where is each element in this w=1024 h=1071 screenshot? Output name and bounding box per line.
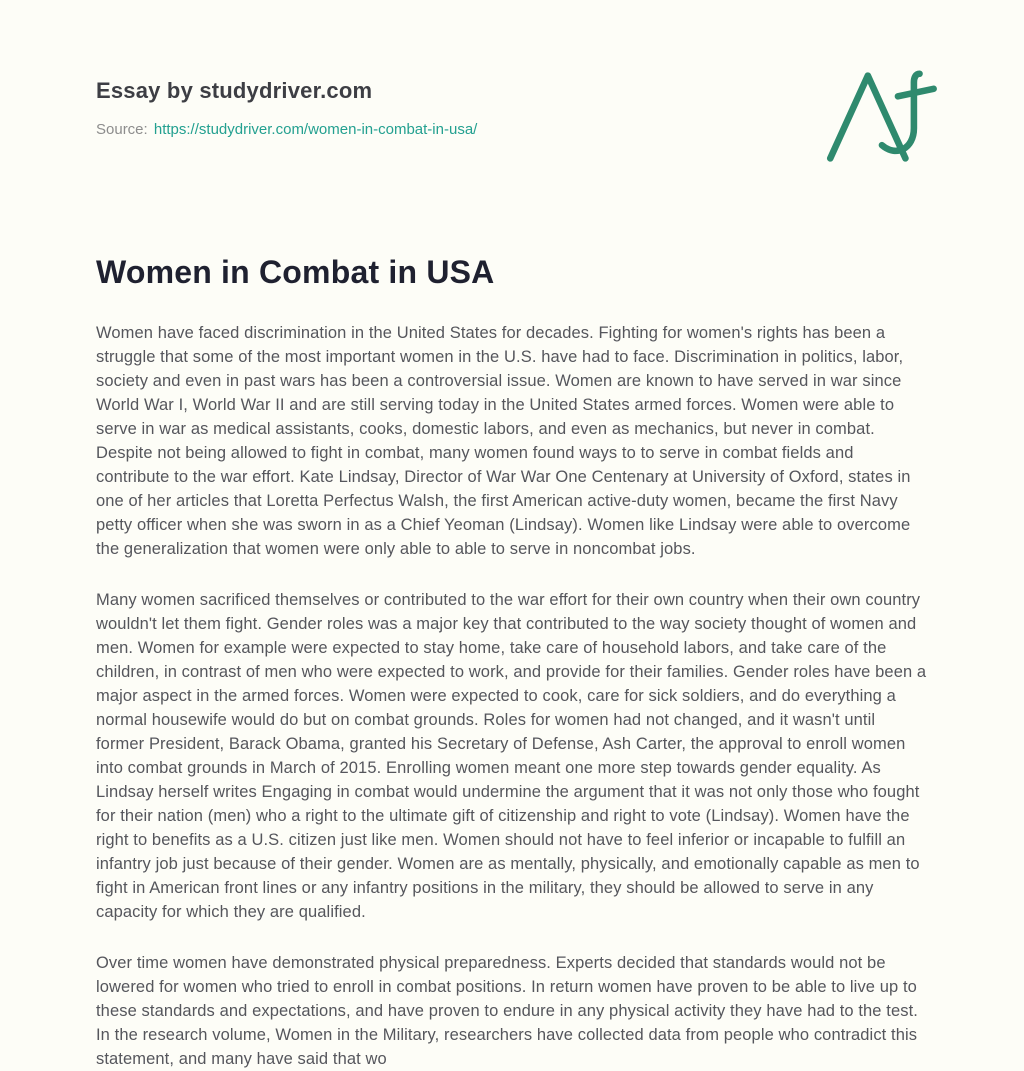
source-url-link[interactable]: https://studydriver.com/women-in-combat-in-usa/ bbox=[153, 121, 478, 138]
essay-title: Women in Combat in USA bbox=[96, 254, 495, 290]
essay-paragraph-1: Women have faced discrimination in the United States for decades. Fighting for women's rights has been a struggle that some of the most important women in the U.S. have had to face. Discrimination in politics, labor, society and even in past wars has been a controversial issue. Women are known to have served in war since World War I, World War II and are still serving today in the United States armed forces. Women were able to serve in war as medical assistants, cooks, domestic labors, and even as mechanics, but never in combat. Despite not being allowed to fight in combat, many women found ways to to serve in combat fields and contribute to the war effort. Kate Lindsay, Director of War War One Centenary at University of Oxford, states in one of her articles that Loretta Perfectus Walsh, the first American active-duty women, became the first Navy petty officer when she was sworn in as a Chief Yeoman (Lindsay). Women like Lindsay were able to overcome the generalization that women were only able to able to serve in noncombat jobs. bbox=[96, 324, 911, 558]
essay-byline: Essay by studydriver.com bbox=[96, 78, 373, 103]
source-line bbox=[96, 121, 928, 138]
source-label: Source: bbox=[96, 121, 148, 138]
essay-paragraph-2: Many women sacrificed themselves or contributed to the war effort for their own country when their own country wouldn't let them fight. Gender roles was a major key that contributed to the way society thought of women and men. Women for example were expected to stay home, take care of household labors, and take care of the children, in contrast of men who were expected to work, and provide for their families. Gender roles have been a major aspect in the armed forces. Women were expected to cook, care for sick soldiers, and do everything a normal housewife would do but on combat grounds. Roles for women had not changed, and it wasn't until former President, Barack Obama, granted his Secretary of Defense, Ash Carter, the approval to enroll women into combat grounds in March of 2015. Enrolling women meant one more step towards gender equality. As Lindsay herself writes Engaging in combat would undermine the argument that it was not only those who fought for their nation (men) who a right to the ultimate gift of citizenship and right to vote (Lindsay). Women have the right to benefits as a U.S. citizen just like men. Women should not have to feel inferior or incapable to fulfill an infantry job just because of their gender. Women are as mentally, physically, and emotionally capable as men to fight in American front lines or any infantry positions in the military, they should be allowed to serve in any capacity for which they are qualified. bbox=[96, 591, 927, 921]
studydriver-monogram-icon bbox=[824, 70, 938, 164]
essay-paragraph-3: Over time women have demonstrated physical preparedness. Experts decided that standards would not be lowered for women who tried to enroll in combat positions. In return women have proven to be able to live up to these standards and expectations, and have proven to endure in any physical activity they have had to the test. In the research volume, Women in the Military, researchers have collected data from people who contradict this statement, and many have said that wo bbox=[96, 954, 918, 1068]
studydriver-logo bbox=[824, 70, 938, 164]
